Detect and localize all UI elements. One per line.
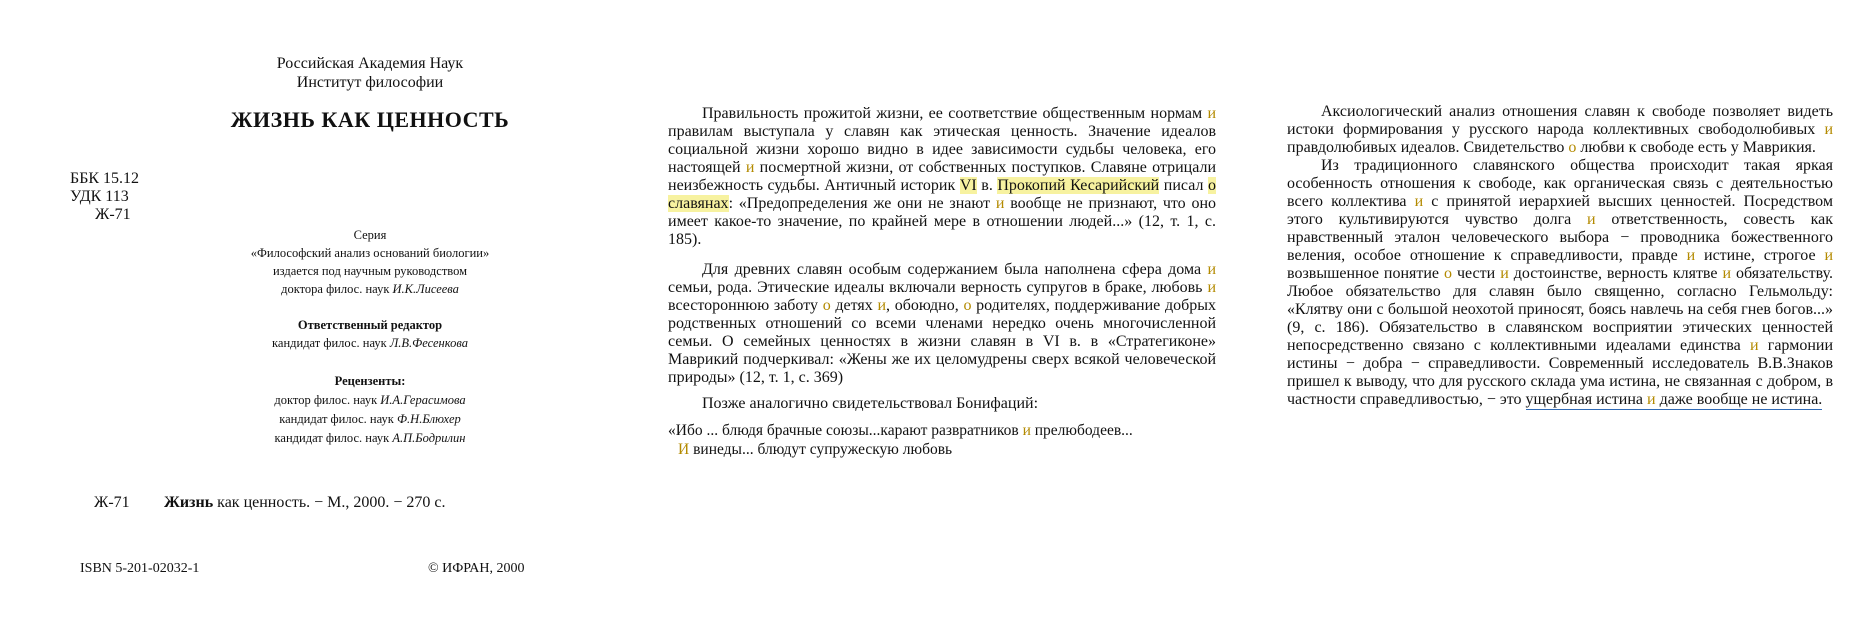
org-line-2: Институт философии bbox=[296, 74, 444, 91]
highlight-word: о bbox=[822, 297, 831, 314]
highlight-word: и bbox=[877, 297, 887, 314]
text-span: писал bbox=[1159, 177, 1208, 194]
series-head-name: И.К.Лисеева bbox=[392, 282, 459, 296]
paragraph bbox=[668, 105, 1216, 249]
text-span: «Ибо ... блюдя брачные союзы...карают развратников bbox=[668, 422, 1023, 439]
highlight-word: о bbox=[1444, 265, 1453, 282]
highlight-word: и bbox=[995, 195, 1005, 212]
reviewers-label: Рецензенты: bbox=[334, 374, 406, 388]
text-span: с принятой иерархией высших ценностей. Посредством этого культивируются чувство долга bbox=[1287, 193, 1833, 228]
text-span: гармонии истины − добра − справедливости. Современный исследователь В.В.Знаков пришел к выводу, что для русского склада ума истина, не связанная с добром, в частности справедливостью, − это bbox=[1287, 337, 1834, 408]
paragraph bbox=[668, 395, 1216, 413]
text-span: даже вообще не истина. bbox=[1655, 391, 1823, 408]
editor-block bbox=[200, 316, 540, 352]
text-span: возвышенное понятие bbox=[1287, 265, 1445, 282]
highlight-word: И bbox=[678, 441, 690, 458]
text-span: родителях, поддерживание добрых родственных отношений со всеми членами нередко очень многочисленной семьи. О семейных ценностях в жизни славян в VI в. в «Стратегиконе» Маврикий подчеркивал: «Жены же их целомудрены сверх всякой человеческой природы» (12, т. 1, с. 369) bbox=[668, 297, 1217, 386]
text-span: достоинстве, верность клятве bbox=[1508, 265, 1723, 282]
isbn: ISBN 5-201-02032-1 bbox=[80, 561, 200, 576]
text-span: прелюбодеев... bbox=[1030, 422, 1133, 439]
highlight-word: и bbox=[1647, 391, 1656, 408]
book-title: ЖИЗНЬ КАК ЦЕННОСТЬ bbox=[230, 107, 510, 132]
reviewer bbox=[200, 410, 540, 429]
organization bbox=[235, 54, 505, 92]
highlight-word: и bbox=[1824, 121, 1833, 138]
editor-name: Л.В.Фесенкова bbox=[389, 336, 468, 350]
text-span: , обоюдно, bbox=[886, 297, 964, 314]
highlight-word: и bbox=[1207, 105, 1216, 122]
text-span: посмертной жизни, от собственных поступков. Славяне отрицали неизбежность судьбы. Античный историк bbox=[668, 159, 1217, 194]
paragraph bbox=[1287, 103, 1833, 157]
text-span: Для древних славян особым содержанием была наполнена сфера дома bbox=[702, 261, 1208, 278]
text-span: любви к свободе есть у Маврикия. bbox=[1576, 139, 1816, 156]
highlight-word: и bbox=[1414, 193, 1424, 210]
reviewer-name: Ф.Н.Блюхер bbox=[396, 412, 461, 426]
text-span: Аксиологический анализ отношения славян к свободе позволяет видеть истоки формирования у русского народа коллективных свободолюбивых bbox=[1287, 103, 1833, 138]
classification-codes bbox=[70, 170, 139, 224]
udk-code: УДК 113 bbox=[70, 188, 129, 205]
reviewer-prefix: кандидат филос. наук bbox=[279, 412, 397, 426]
highlight-word: и bbox=[1022, 422, 1031, 439]
text-span: правилам выступала у славян как этическая ценность. Значение идеалов социальной жизни хорошо видно в идее зависимости судьбы человека, его настоящей bbox=[668, 123, 1216, 176]
right-text bbox=[1287, 103, 1833, 409]
reviewer bbox=[200, 391, 540, 410]
text-span: Позже аналогично свидетельствовал Бонифаций: bbox=[702, 395, 1039, 412]
editor-label: Ответственный редактор bbox=[297, 318, 443, 332]
highlight-word: и bbox=[1207, 279, 1216, 296]
series-note: издается под научным руководством bbox=[272, 264, 468, 278]
text-span: Правильность прожитой жизни, ее соответствие общественным нормам bbox=[702, 105, 1208, 122]
text-span: истине, строгое bbox=[1695, 247, 1825, 264]
text-span: правдолюбивых идеалов. Свидетельство bbox=[1287, 139, 1569, 156]
reviewer-prefix: доктор филос. наук bbox=[274, 393, 381, 407]
reviewer-name: А.П.Бодрилин bbox=[392, 431, 466, 445]
reviewer-prefix: кандидат филос. наук bbox=[274, 431, 393, 445]
copyright: © ИФРАН, 2000 bbox=[428, 561, 525, 576]
paragraph bbox=[1287, 157, 1833, 409]
series-name: «Философский анализ оснований биологии» bbox=[250, 246, 490, 260]
catalog-code: Ж-71 bbox=[94, 494, 130, 511]
text-span: семьи, рода. Этические идеалы включали верность супругов в браке, любовь bbox=[668, 279, 1208, 296]
text-span: чести bbox=[1452, 265, 1501, 282]
highlight-word: и bbox=[1722, 265, 1732, 282]
highlight-word: и bbox=[1587, 211, 1596, 228]
highlight-word: и bbox=[1749, 337, 1759, 354]
quote bbox=[668, 421, 1216, 459]
highlight-phrase: VI bbox=[959, 177, 977, 194]
catalog-details: как ценность. − М., 2000. − 270 с. bbox=[213, 494, 446, 511]
reviewers-block bbox=[200, 372, 540, 448]
text-span: всестороннюю заботу bbox=[668, 297, 823, 314]
text-span: ответственность, совесть как нравственный эталон человеческого выбора − проводника божественного веления, особое отношение к справедливости, правде bbox=[1287, 211, 1833, 264]
reviewer bbox=[200, 429, 540, 448]
highlight-word: и bbox=[745, 159, 755, 176]
highlight-word: и bbox=[1500, 265, 1509, 282]
text-span: винеды... блюдут супружескую любовь bbox=[689, 441, 953, 458]
text-span: : «Предопределения же они не знают bbox=[728, 195, 996, 212]
catalog-title: Жизнь bbox=[164, 494, 214, 511]
highlight-word: о bbox=[963, 297, 972, 314]
series-head bbox=[200, 280, 540, 298]
series-head-prefix: доктора филос. наук bbox=[281, 282, 393, 296]
text-span: Из традиционного славянского общества происходит такая яркая особенность отношения к свободе, как органическая связь с деятельностью всего коллектива bbox=[1287, 157, 1833, 210]
text-span: детях bbox=[830, 297, 878, 314]
bbk-code: ББК 15.12 bbox=[70, 170, 140, 187]
reviewer-name: И.А.Герасимова bbox=[380, 393, 466, 407]
author-mark: Ж-71 bbox=[95, 206, 131, 223]
highlight-phrase: Прокопий Кесарийский bbox=[997, 177, 1160, 194]
underlined-phrase bbox=[1526, 391, 1823, 410]
editor bbox=[200, 334, 540, 352]
highlight-phrase: о славянах bbox=[668, 177, 1216, 212]
org-line-1: Российская Академия Наук bbox=[276, 55, 464, 72]
middle-text bbox=[668, 105, 1216, 459]
highlight-word: и bbox=[1686, 247, 1696, 264]
text-span: ущербная истина bbox=[1525, 391, 1647, 408]
paragraph bbox=[668, 261, 1216, 387]
title-page bbox=[0, 0, 600, 644]
text-span: в. bbox=[976, 177, 998, 194]
highlight-word: о bbox=[1568, 139, 1577, 156]
series-label: Серия bbox=[353, 228, 387, 242]
text-page-right bbox=[1260, 0, 1866, 644]
catalog-entry bbox=[94, 494, 446, 512]
highlight-word: и bbox=[1824, 247, 1833, 264]
text-page-middle bbox=[640, 0, 1240, 644]
editor-prefix: кандидат филос. наук bbox=[272, 336, 390, 350]
text-span: вообще не признают, что оно имеет какое-то значение, по крайней мере в отношении людей...» (12, т. 1, с. 185). bbox=[668, 195, 1216, 248]
series-block bbox=[200, 226, 540, 298]
highlight-word: и bbox=[1207, 261, 1216, 278]
text-span: обязательству. Любое обязательство для славян было священно, согласно Гельмольду: «Клятву они с большой неохотой приносят, боясь навлечь на себя гнев богов...» (9, с. 186). Обязательство в славянском восприятии этических ценностей непосредственно связано с коллективными идеалами единства bbox=[1287, 265, 1834, 354]
